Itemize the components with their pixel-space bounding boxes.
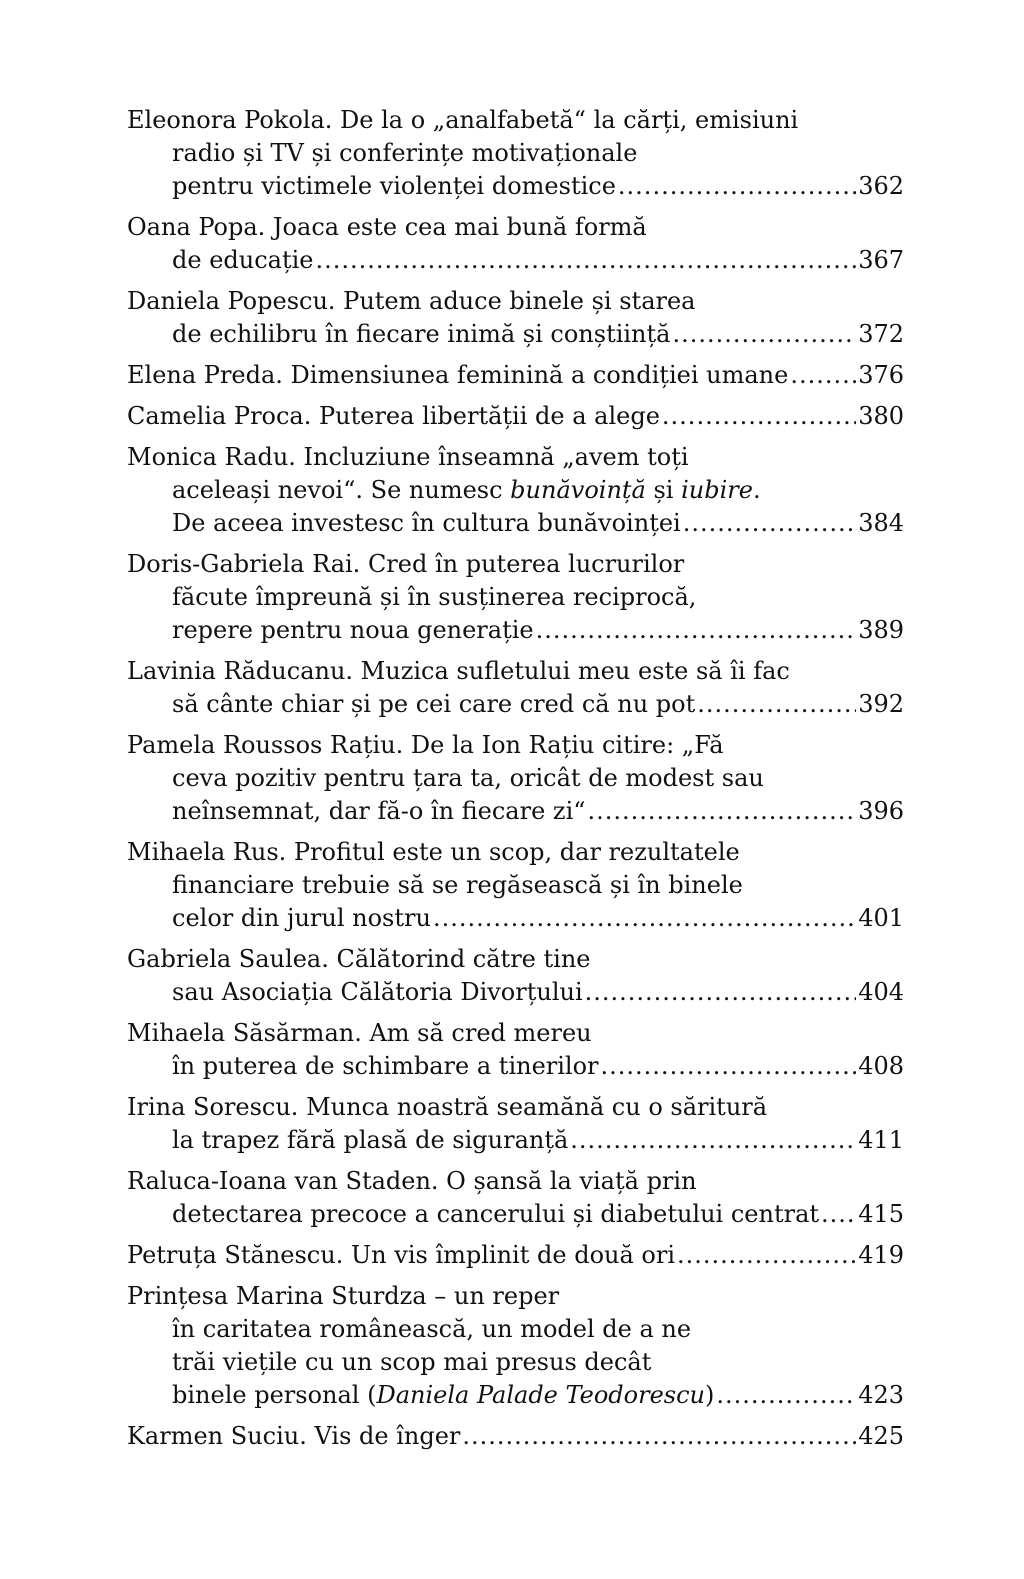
entry-title-line: Raluca-Ioana van Staden. O șansă la viață prin <box>127 1167 697 1195</box>
toc-entry <box>127 400 904 433</box>
page-number: 425 <box>858 1422 904 1450</box>
entry-title-line: Elena Preda. Dimensiunea feminină a condiției umane <box>127 361 789 389</box>
title-italic-text: iubire <box>681 476 753 504</box>
entry-title-line: Prințesa Marina Sturdza – un reper <box>127 1282 560 1310</box>
toc-entry <box>127 548 904 647</box>
entry-last-line <box>127 688 904 721</box>
dot-leader <box>821 1198 856 1231</box>
toc-entry <box>127 836 904 935</box>
entry-title-line: Doris-Gabriela Rai. Cred în puterea lucrurilor <box>127 550 685 578</box>
entry-title-line: radio și TV și conferințe motivaționale <box>172 139 638 167</box>
entry-last-line <box>127 1239 904 1272</box>
entry-last-line <box>127 1124 904 1157</box>
title-text: . <box>752 476 761 504</box>
entry-title-line: Daniela Popescu. Putem aduce binele și starea <box>127 287 696 315</box>
toc-entry <box>127 104 904 203</box>
entry-title-line: detectarea precoce a cancerului și diabetului centrat <box>172 1200 820 1228</box>
dot-leader <box>677 1239 856 1272</box>
entry-title-line: în puterea de schimbare a tinerilor <box>172 1052 599 1080</box>
page-number: 408 <box>858 1052 904 1080</box>
dot-leader <box>790 359 856 392</box>
entry-title-line: pentru victimele violenței domestice <box>172 172 616 200</box>
dot-leader <box>585 976 857 1009</box>
page-number: 376 <box>858 361 904 389</box>
toc-entry <box>127 943 904 1009</box>
dot-leader <box>662 400 856 433</box>
entry-title-line: Karmen Suciu. Vis de înger <box>127 1422 461 1450</box>
entry-title-line <box>127 474 904 507</box>
entry-title-line: la trapez fără plasă de siguranță <box>172 1126 569 1154</box>
title-text: și <box>645 476 682 504</box>
dot-leader <box>716 1379 856 1412</box>
dot-leader <box>601 1050 857 1083</box>
toc-entry <box>127 1165 904 1231</box>
page-number: 372 <box>858 320 904 348</box>
page-number: 419 <box>858 1241 904 1269</box>
dot-leader <box>697 688 856 721</box>
entry-title-line: Mihaela Săsărman. Am să cred mereu <box>127 1019 592 1047</box>
toc-entry <box>127 1091 904 1157</box>
entry-title-line: de educație <box>172 246 314 274</box>
title-text: binele personal ( <box>172 1381 377 1409</box>
toc-entry <box>127 211 904 277</box>
entry-last-line <box>127 614 904 647</box>
entry-last-line <box>127 400 904 433</box>
toc-entry <box>127 1017 904 1083</box>
entry-title-line <box>172 1379 714 1412</box>
entry-last-line <box>127 1379 904 1412</box>
entry-title-line: Irina Sorescu. Munca noastră seamănă cu o săritură <box>127 1093 768 1121</box>
entry-title-line: Mihaela Rus. Profitul este un scop, dar rezultatele <box>127 838 740 866</box>
entry-title-line: Camelia Proca. Puterea libertății de a alege <box>127 402 660 430</box>
entry-last-line <box>127 976 904 1009</box>
page-number: 384 <box>858 509 904 537</box>
entry-last-line <box>127 507 904 540</box>
entry-title-line: Lavinia Răducanu. Muzica sufletului meu este să îi fac <box>127 657 790 685</box>
title-text: ) <box>705 1381 715 1409</box>
entry-title-line: financiare trebuie să se regăsească și în binele <box>172 871 743 899</box>
entry-title-line: Petruța Stănescu. Un vis împlinit de două ori <box>127 1241 676 1269</box>
dot-leader <box>316 244 857 277</box>
entry-title-line: în caritatea românească, un model de a ne <box>172 1315 692 1343</box>
entry-title-line: sau Asociația Călătoria Divorțului <box>172 978 583 1006</box>
toc-entry <box>127 1239 904 1272</box>
entry-title-line: să cânte chiar și pe cei care cred că nu pot <box>172 690 696 718</box>
page-number: 362 <box>858 172 904 200</box>
entry-title-line: trăi viețile cu un scop mai presus decât <box>172 1348 652 1376</box>
entry-title-line: De aceea investesc în cultura bunăvoinței <box>172 509 681 537</box>
page-number: 404 <box>858 978 904 1006</box>
entry-last-line <box>127 1420 904 1453</box>
entry-title-line: repere pentru noua generație <box>172 616 534 644</box>
entry-title-line: neînsemnat, dar fă-o în fiecare zi“ <box>172 797 586 825</box>
entry-title-line: Monica Radu. Incluziune înseamnă „avem toți <box>127 443 689 471</box>
entry-title-line: Oana Popa. Joaca este cea mai bună formă <box>127 213 647 241</box>
toc-entry <box>127 359 904 392</box>
page-number: 367 <box>858 246 904 274</box>
entry-title-line: Gabriela Saulea. Călătorind către tine <box>127 945 591 973</box>
entry-last-line <box>127 244 904 277</box>
entry-title-line: ceva pozitiv pentru țara ta, oricât de modest sau <box>172 764 764 792</box>
table-of-contents <box>127 104 904 1461</box>
dot-leader <box>683 507 856 540</box>
toc-entry <box>127 285 904 351</box>
dot-leader <box>618 170 856 203</box>
dot-leader <box>672 318 856 351</box>
dot-leader <box>570 1124 856 1157</box>
page-number: 392 <box>858 690 904 718</box>
toc-entry <box>127 1420 904 1453</box>
title-italic-text: Daniela Palade Teodorescu <box>376 1381 706 1409</box>
page-number: 380 <box>858 402 904 430</box>
entry-last-line <box>127 318 904 351</box>
page-number: 411 <box>858 1126 904 1154</box>
page-number: 396 <box>858 797 904 825</box>
entry-title-line: celor din jurul nostru <box>172 904 431 932</box>
page-number: 423 <box>858 1381 904 1409</box>
dot-leader <box>433 902 856 935</box>
page-number: 389 <box>858 616 904 644</box>
entry-title-line: de echilibru în fiecare inimă și conștiință <box>172 320 671 348</box>
page-number: 415 <box>858 1200 904 1228</box>
toc-entry <box>127 729 904 828</box>
entry-last-line <box>127 902 904 935</box>
dot-leader <box>536 614 857 647</box>
page-number: 401 <box>858 904 904 932</box>
entry-last-line <box>127 359 904 392</box>
entry-title-line: Eleonora Pokola. De la o „analfabetă“ la cărți, emisiuni <box>127 106 799 134</box>
entry-last-line <box>127 795 904 828</box>
toc-entry <box>127 1280 904 1412</box>
dot-leader <box>462 1420 856 1453</box>
entry-last-line <box>127 1198 904 1231</box>
toc-entry <box>127 655 904 721</box>
dot-leader <box>588 795 857 828</box>
entry-title-line: făcute împreună și în susținerea reciprocă, <box>172 583 697 611</box>
title-italic-text: bunăvoință <box>510 476 646 504</box>
title-text: aceleași nevoi“. Se numesc <box>172 476 511 504</box>
toc-entry <box>127 441 904 540</box>
entry-last-line <box>127 170 904 203</box>
entry-title-line: Pamela Roussos Rațiu. De la Ion Rațiu citire: „Fă <box>127 731 724 759</box>
entry-last-line <box>127 1050 904 1083</box>
